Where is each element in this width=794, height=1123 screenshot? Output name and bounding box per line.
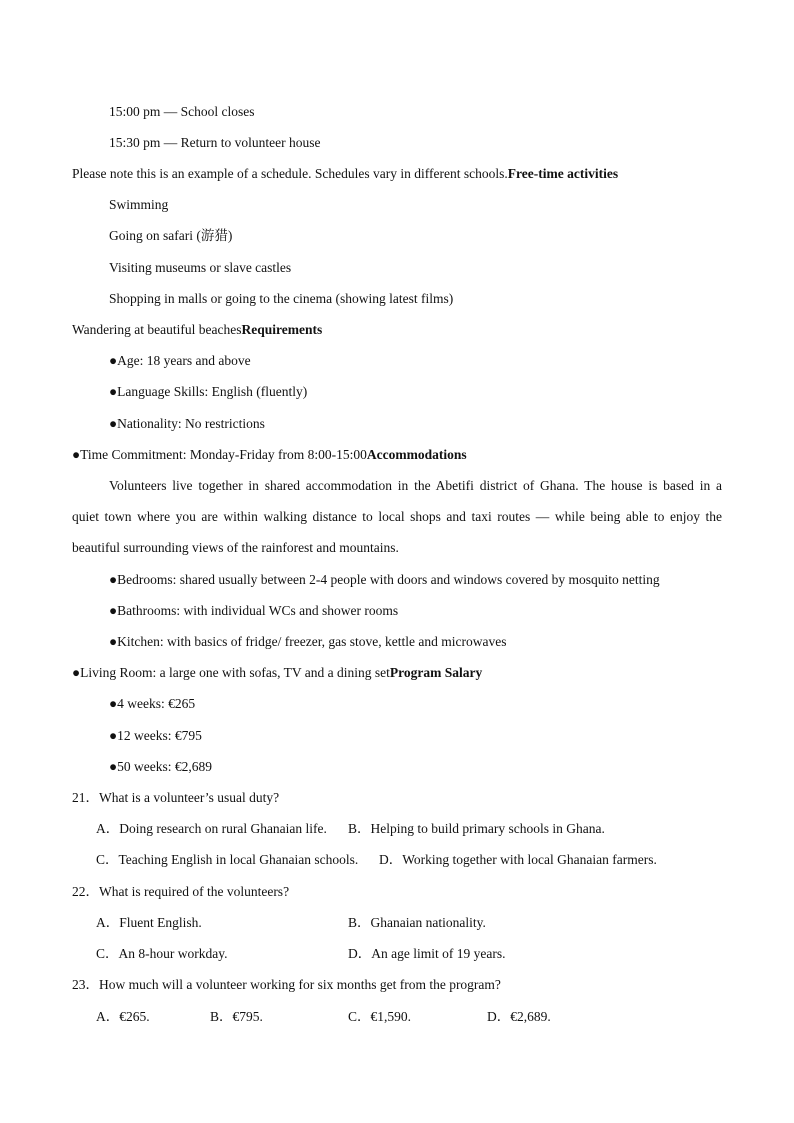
- accommodation-item: ●Bedrooms: shared usually between 2-4 people with doors and windows covered by mosquito netting: [109, 572, 660, 587]
- question-23-stem: 23．How much will a volunteer working for six months get from the program?: [72, 977, 501, 992]
- question-22-option-d[interactable]: D．An age limit of 19 years.: [348, 946, 506, 961]
- question-23-option-c[interactable]: C．€1,590.: [348, 1009, 412, 1024]
- accommodations-paragraph-line: quiet town where you are within walking distance to local shops and taxi routes — while being able to enjoy the: [72, 509, 722, 524]
- question-23-option-b[interactable]: B．€795.: [210, 1009, 263, 1024]
- question-21-stem: 21．What is a volunteer’s usual duty?: [72, 790, 280, 805]
- requirement-item: ●Nationality: No restrictions: [109, 416, 265, 431]
- free-time-heading: Free-time activities: [507, 166, 619, 181]
- question-21-option-c[interactable]: C．Teaching English in local Ghanaian schools.: [96, 852, 359, 867]
- free-time-item: Swimming: [109, 197, 169, 212]
- salary-heading: Program Salary: [389, 665, 483, 680]
- accommodation-item: ●Living Room: a large one with sofas, TV and a dining set: [72, 665, 390, 680]
- requirements-last-line: [72, 446, 467, 464]
- question-22-stem: 22．What is required of the volunteers?: [72, 884, 290, 899]
- question-22-option-b[interactable]: B．Ghanaian nationality.: [348, 915, 486, 930]
- free-time-last-line: [72, 321, 322, 339]
- requirement-item: ●Age: 18 years and above: [109, 353, 251, 368]
- question-21-option-d[interactable]: D．Working together with local Ghanaian farmers.: [379, 852, 657, 867]
- schedule-note-line: [72, 165, 618, 183]
- question-21-option-b[interactable]: B．Helping to build primary schools in Ghana.: [348, 821, 605, 836]
- schedule-item: 15:00 pm — School closes: [109, 104, 255, 119]
- requirements-heading: Requirements: [241, 322, 323, 337]
- free-time-item: Going on safari (游猎): [109, 228, 233, 243]
- free-time-item: Wandering at beautiful beaches: [72, 322, 242, 337]
- question-23-option-a[interactable]: A．€265.: [96, 1009, 150, 1024]
- schedule-item: 15:30 pm — Return to volunteer house: [109, 135, 321, 150]
- accommodations-last-line: [72, 664, 482, 682]
- question-21-option-a[interactable]: A．Doing research on rural Ghanaian life.: [96, 821, 327, 836]
- accommodations-heading: Accommodations: [366, 447, 467, 462]
- free-time-item: Visiting museums or slave castles: [109, 260, 292, 275]
- salary-item: ●4 weeks: €265: [109, 696, 196, 711]
- accommodation-item: ●Bathrooms: with individual WCs and shower rooms: [109, 603, 399, 618]
- salary-item: ●50 weeks: €2,689: [109, 759, 213, 774]
- free-time-item: Shopping in malls or going to the cinema (showing latest films): [109, 291, 454, 306]
- salary-item: ●12 weeks: €795: [109, 728, 202, 743]
- accommodations-paragraph-line: beautiful surrounding views of the rainforest and mountains.: [72, 540, 399, 555]
- schedule-note: Please note this is an example of a schedule. Schedules vary in different schools.: [72, 166, 508, 181]
- requirement-item: ●Language Skills: English (fluently): [109, 384, 308, 399]
- question-23-option-d[interactable]: D．€2,689.: [487, 1009, 551, 1024]
- question-22-option-a[interactable]: A．Fluent English.: [96, 915, 202, 930]
- requirement-item: ●Time Commitment: Monday-Friday from 8:00-15:00: [72, 447, 367, 462]
- question-22-option-c[interactable]: C．An 8-hour workday.: [96, 946, 228, 961]
- accommodation-item: ●Kitchen: with basics of fridge/ freezer, gas stove, kettle and microwaves: [109, 634, 507, 649]
- accommodations-paragraph-line: Volunteers live together in shared accommodation in the Abetifi district of Ghana. The house is based in a: [109, 478, 722, 493]
